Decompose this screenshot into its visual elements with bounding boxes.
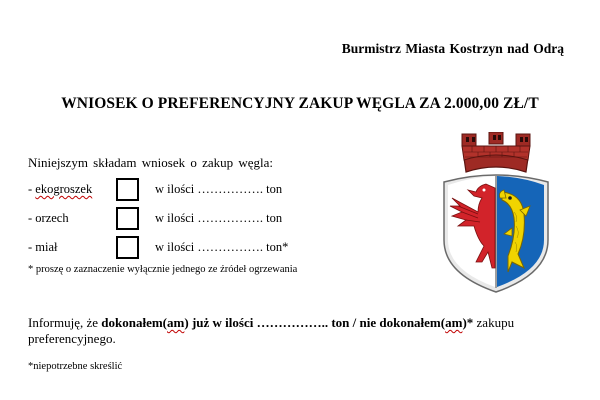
intro-text: Niniejszym składam wniosek o zakup węgla:: [28, 155, 274, 170]
quantity-line: w ilości ……………. ton: [155, 182, 283, 196]
addressee: Burmistrz Miasta Kostrzyn nad Odrą: [341, 41, 564, 56]
option-label: - miał: [28, 240, 58, 254]
checkbox-ekogroszek[interactable]: [116, 178, 139, 201]
document-title: WNIOSEK O PREFERENCYJNY ZAKUP WĘGLA ZA 2.000,00 ZŁ/T: [61, 95, 539, 112]
option-label: - ekogroszek: [28, 182, 93, 196]
checkbox-orzech[interactable]: [116, 207, 139, 230]
purchase-declaration: Informuję, że dokonałem(am) już w ilości …………….. ton / nie dokonałem(am)* zakupu preferencyjnego.: [28, 315, 515, 346]
footnote: *niepotrzebne skreślić: [28, 361, 123, 372]
coat-of-arms: [432, 132, 560, 297]
mural-crown-icon: [462, 132, 530, 172]
selection-note: * proszę o zaznaczenie wyłącznie jednego ze źródeł ogrzewania: [28, 264, 298, 275]
checkbox-mial[interactable]: [116, 236, 139, 259]
quantity-line: w ilości ……………. ton*: [155, 240, 289, 254]
option-label: - orzech: [28, 211, 69, 225]
quantity-line: w ilości ……………. ton: [155, 211, 283, 225]
